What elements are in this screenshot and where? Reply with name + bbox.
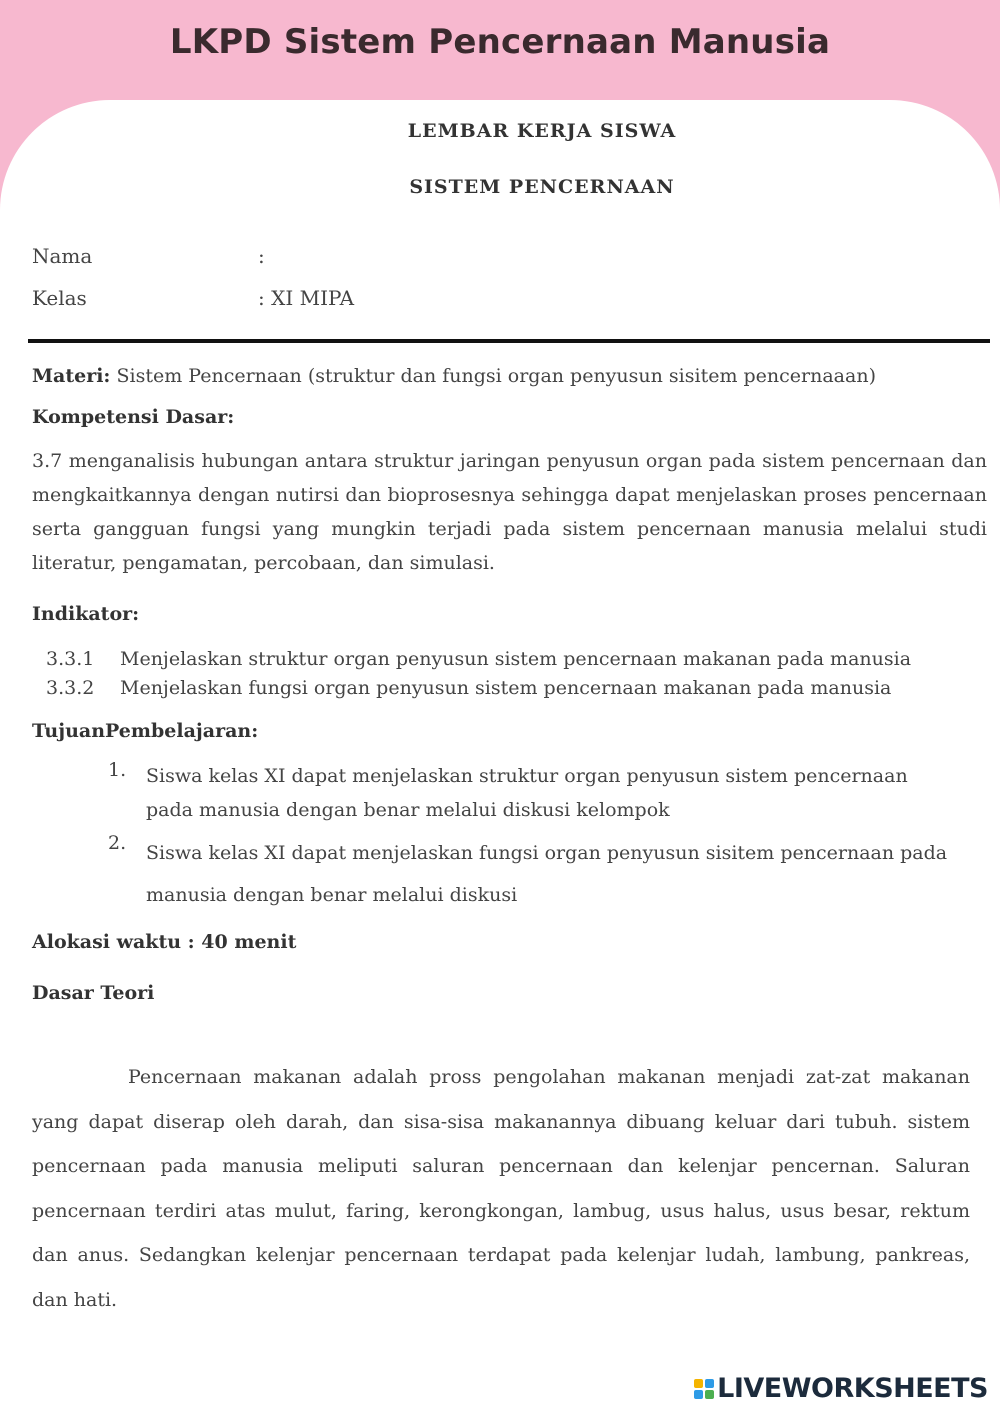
tujuan-text: Siswa kelas XI dapat menjelaskan fungsi organ penyusun sisitem pencernaan pada manusia dengan benar melalui diskusi	[146, 842, 948, 906]
tujuan-text: Siswa kelas XI dapat menjelaskan struktur organ penyusun sistem pencernaan pada manusia dengan benar melalui diskusi kelompok	[146, 765, 908, 821]
worksheet-title: LEMBAR KERJA SISWA	[407, 120, 677, 142]
field-nama-value: :	[258, 244, 265, 268]
field-nama-label: Nama	[32, 244, 93, 268]
kompetensi-dasar-heading: Kompetensi Dasar:	[32, 406, 235, 428]
tujuan-item	[108, 759, 988, 827]
worksheet-subtitle: SISTEM PENCERNAAN	[409, 176, 675, 198]
kompetensi-dasar-text: 3.7 menganalisis hubungan antara struktur jaringan penyusun organ pada sistem pencernaan dan mengkaitkannya dengan nutirsi dan bioprosesnya sehingga dapat menjelaskan proses pencernaan serta gangguan fungsi yang mungkin terjadi pada sistem pencernaan manusia melalui studi literatur, pengamatan, percobaan, dan simulasi.	[32, 450, 987, 574]
materi-label: Materi:	[32, 365, 111, 387]
materi-text: Sistem Pencernaan (struktur dan fungsi organ penyusun sisitem pencernaaan)	[116, 365, 876, 387]
field-kelas-value: : XI MIPA	[258, 286, 355, 310]
field-kelas	[32, 286, 354, 310]
materi-line	[32, 359, 876, 393]
tujuan-item	[108, 832, 988, 916]
tujuan-number: 1.	[108, 759, 127, 781]
dasar-teori-heading: Dasar Teori	[32, 982, 155, 1004]
alokasi-waktu: Alokasi waktu : 40 menit	[32, 931, 297, 953]
tujuan-number: 2.	[108, 832, 127, 854]
field-nama	[32, 244, 265, 268]
tujuan-heading: TujuanPembelajaran:	[32, 720, 259, 742]
liveworksheets-logo-icon	[694, 1379, 714, 1399]
indikator-number: 3.3.1	[46, 648, 95, 670]
indikator-text: Menjelaskan fungsi organ penyusun sistem pencernaan makanan pada manusia	[120, 677, 892, 699]
field-kelas-label: Kelas	[32, 286, 87, 310]
indikator-item	[46, 648, 911, 670]
indikator-item	[46, 677, 891, 699]
brand-text: LIVEWORKSHEETS	[717, 1373, 988, 1404]
indikator-number: 3.3.2	[46, 677, 95, 699]
indikator-heading: Indikator:	[32, 603, 140, 625]
indikator-text: Menjelaskan struktur organ penyusun sistem pencernaan makanan pada manusia	[120, 648, 912, 670]
worksheet-sheet	[0, 100, 1000, 1414]
dasar-teori-text: Pencernaan makanan adalah pross pengolahan makanan menjadi zat-zat makanan yang dapat diserap oleh darah, dan sisa-sisa makanannya dibuang keluar dari tubuh. sistem pencernaan pada manusia meliputi saluran pencernaan dan kelenjar pencernan. Saluran pencernaan terdiri atas mulut, faring, kerongkongan, lambug, usus halus, usus besar, rektum dan anus. Sedangkan kelenjar pencernaan terdapat pada kelenjar ludah, lambung, pankreas, dan hati.	[32, 1066, 970, 1311]
page-title: LKPD Sistem Pencernaan Manusia	[169, 22, 831, 62]
divider-rule	[28, 339, 990, 343]
liveworksheets-brand[interactable]	[694, 1373, 988, 1404]
